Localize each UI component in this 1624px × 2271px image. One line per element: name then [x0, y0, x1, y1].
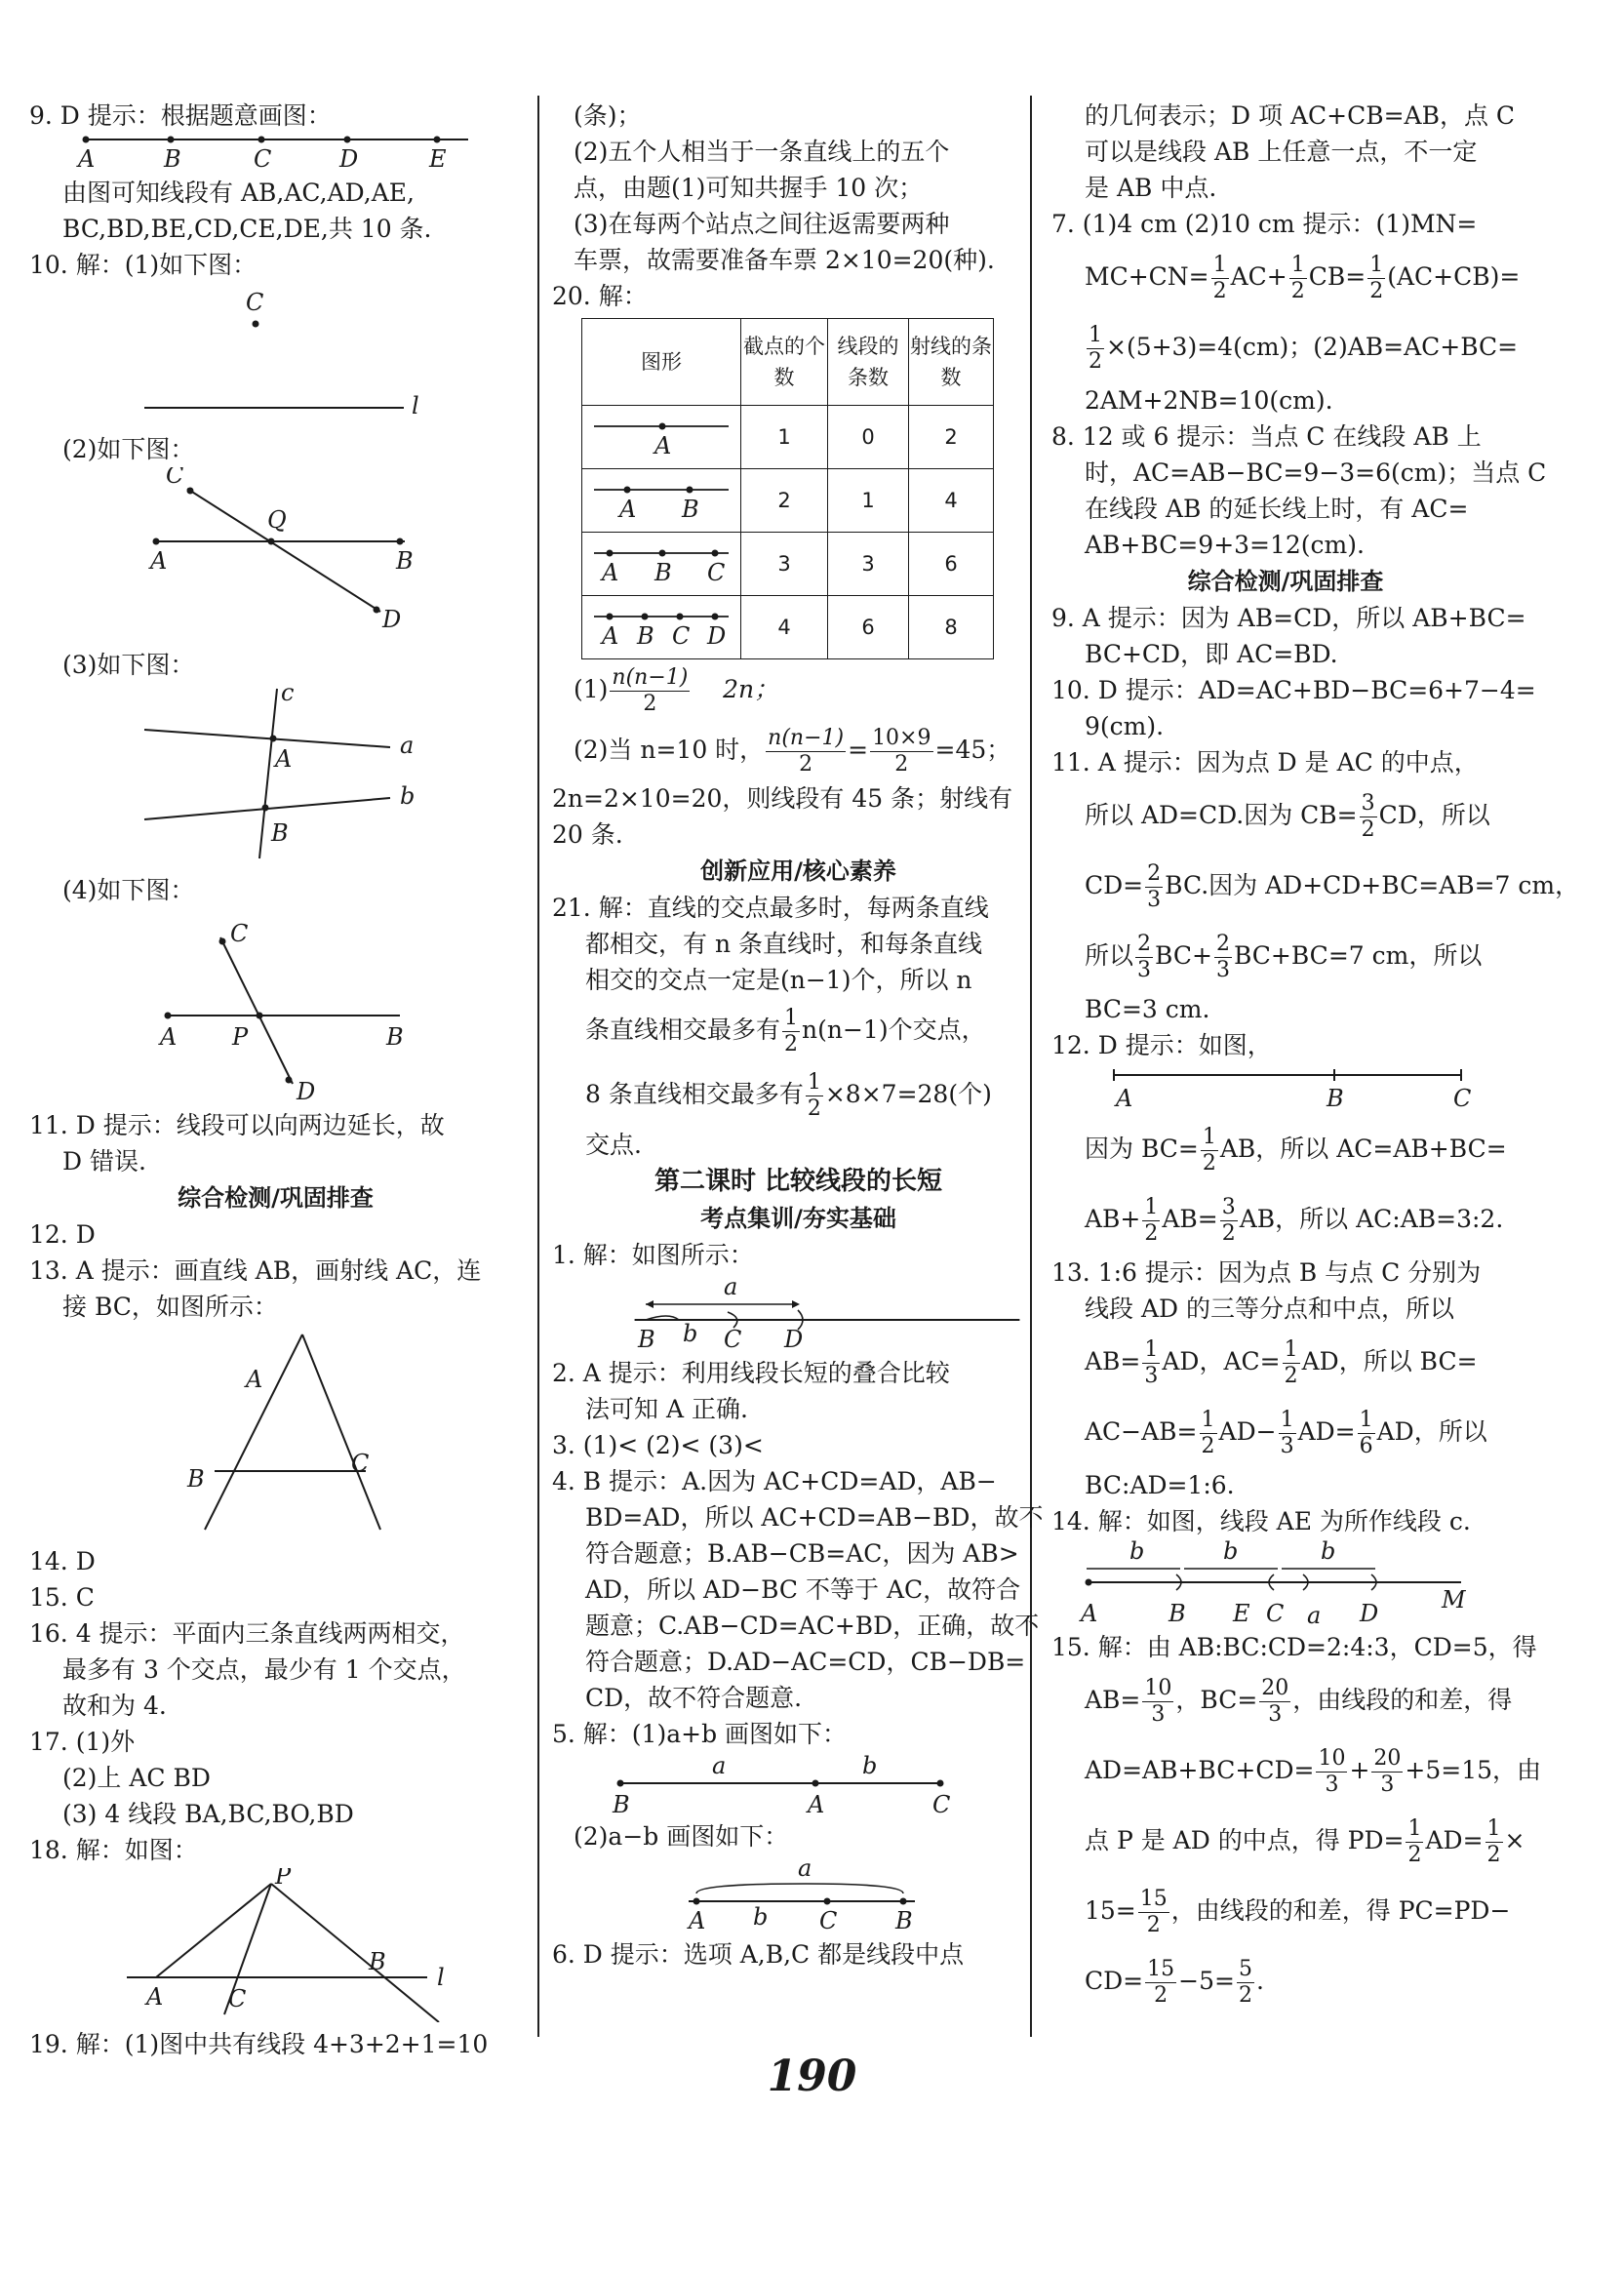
svg-text:a: a — [400, 732, 415, 759]
svg-text:B: B — [637, 621, 654, 650]
formula-line: 15= $\frac{15}{2}$ ，由线段的和差，得 PC=PD− — [1085, 1887, 1511, 1937]
text-line: CD，故不符合题意. — [585, 1684, 803, 1712]
fraction: $\frac{1}{2}$ — [1212, 253, 1227, 303]
fraction: $\frac{n(n-1)}{2}$ — [768, 726, 845, 777]
text-line: BC+CD，即 AC=BD. — [1085, 640, 1338, 668]
table-cell: 3 — [741, 533, 828, 596]
fraction: $\frac{15}{2}$ — [1147, 1957, 1175, 2008]
fraction: $\frac{1}{2}$ — [784, 1006, 799, 1056]
table-20 — [581, 318, 994, 659]
svg-text:A: A — [150, 547, 168, 575]
figure-18 — [29, 1868, 522, 2022]
fraction: $\frac{1}{2}$ — [1407, 1816, 1422, 1867]
formula-line: 条直线相交最多有 $\frac{1}{2}$ n(n−1)个交点， — [585, 1006, 986, 1056]
formula-line: $\frac{1}{2}$ ×(5+3)=4(cm)；(2)AB=AC+BC= — [1089, 323, 1519, 374]
answer-14: 14. D — [29, 1547, 96, 1575]
text-line: (3)在每两个站点之间往返需要两种 — [574, 210, 950, 238]
svg-text:B: B — [654, 558, 672, 586]
page-number: 190 — [767, 2052, 857, 2101]
figure-5-2 — [552, 1854, 1030, 1932]
text-line: 最多有 3 个交点，最少有 1 个交点， — [62, 1655, 466, 1684]
svg-text:B: B — [1168, 1600, 1186, 1625]
text-line: 9(cm). — [1085, 712, 1165, 740]
table-cell: 6 — [909, 533, 994, 596]
svg-text:B: B — [638, 1326, 655, 1351]
svg-text:A: A — [808, 1791, 825, 1814]
answer-21: 21. 解：直线的交点最多时，每两条直线 — [552, 894, 989, 922]
text-line: 线段 AD 的三等分点和中点，所以 — [1085, 1295, 1454, 1323]
text-line: 点，由题(1)可知共握手 10 次； — [574, 174, 924, 202]
answer-1: 1. 解：如图所示： — [552, 1241, 754, 1269]
svg-text:B: B — [164, 145, 181, 171]
answer-10b: 10. D 提示：AD=AC+BD−BC=6+7−4= — [1051, 676, 1536, 704]
svg-text:B: B — [682, 495, 699, 523]
answer-9b: 9. A 提示：因为 AB=CD，所以 AB+BC= — [1051, 604, 1526, 632]
fraction: $\frac{20}{3}$ — [1373, 1746, 1402, 1797]
svg-text:a: a — [724, 1273, 738, 1300]
table-cell: 4 — [741, 596, 828, 659]
answer-13b: 13. 1:6 提示：因为点 B 与点 C 分别为 — [1051, 1258, 1482, 1287]
table-cell: 0 — [828, 406, 909, 469]
text-line: (条)； — [574, 101, 642, 130]
svg-text:D: D — [382, 606, 402, 633]
fraction: $\frac{3}{2}$ — [1361, 791, 1375, 842]
svg-text:D: D — [297, 1078, 316, 1103]
answer-5: 5. 解：(1)a+b 画图如下： — [552, 1720, 848, 1748]
formula-line: 所以 AD=CD.因为 CB= $\frac{3}{2}$ CD，所以 — [1085, 791, 1490, 842]
answer-16: 16. 4 提示：平面内三条直线两两相交， — [29, 1619, 465, 1648]
formula-line: (2)当 n=10 时， $\frac{n(n-1)}{2}$ = $\frac{10\times 9}{2}$ =45； — [574, 726, 1011, 777]
svg-text:E: E — [1233, 1600, 1250, 1625]
text-line: (3) 4 线段 BA,BC,BO,BD — [62, 1800, 354, 1828]
svg-text:D: D — [339, 145, 359, 171]
answer-17: 17. (1)外 — [29, 1728, 136, 1756]
fraction: $\frac{1}{2}$ — [1089, 323, 1102, 374]
text-line: 时，AC=AB−BC=9−3=6(cm)；当点 C — [1085, 458, 1547, 487]
answer-10: 10. 解：(1)如下图： — [29, 251, 257, 279]
text-line: AB+BC=9+3=12(cm). — [1085, 531, 1365, 559]
svg-text:D: D — [1360, 1600, 1379, 1625]
text-line: (2)上 AC BD — [62, 1764, 211, 1792]
table-figure — [582, 469, 741, 533]
table-cell: 6 — [828, 596, 909, 659]
svg-text:C: C — [228, 1985, 247, 2012]
svg-text:a: a — [1307, 1602, 1322, 1625]
answer-12b: 12. D 提示：如图， — [1051, 1031, 1272, 1059]
svg-text:A: A — [246, 1366, 263, 1393]
svg-text:b: b — [1223, 1539, 1239, 1565]
section-heading: 创新应用/核心素养 — [700, 857, 896, 885]
figure-12 — [1051, 1063, 1520, 1110]
table-cell: 1 — [828, 469, 909, 533]
fraction: $\frac{3}{2}$ — [1221, 1195, 1236, 1246]
svg-text:A: A — [275, 745, 293, 773]
text-line: 题意；C.AB−CD=AC+BD，正确，故不 — [585, 1612, 1040, 1640]
formula-line: AB= $\frac{10}{3}$ ，BC= $\frac{20}{3}$ ，由线段的和差，得 — [1085, 1676, 1513, 1727]
fraction: $\frac{20}{3}$ — [1261, 1676, 1289, 1727]
text-line: 接 BC，如图所示： — [62, 1293, 278, 1321]
figure-5-1 — [552, 1752, 1030, 1814]
svg-text:b: b — [1321, 1539, 1336, 1565]
fraction: $\frac{1}{2}$ — [1369, 253, 1384, 303]
formula-line: 点 P 是 AD 的中点，得 PD= $\frac{1}{2}$ AD= $\frac{1}{2}$ × — [1085, 1816, 1525, 1867]
fraction: $\frac{1}{3}$ — [1144, 1337, 1159, 1388]
figure-10-3 — [29, 683, 522, 868]
svg-text:C: C — [1453, 1085, 1472, 1110]
table-cell: 3 — [828, 533, 909, 596]
fraction: $\frac{1}{6}$ — [1359, 1408, 1373, 1458]
text-line: 在线段 AB 的延长线上时，有 AC= — [1085, 495, 1469, 523]
text-line: (2)如下图： — [62, 435, 195, 463]
svg-text:E: E — [429, 145, 447, 171]
svg-text:a: a — [712, 1752, 727, 1779]
text-line: BC,BD,BE,CD,CE,DE,共 10 条. — [62, 215, 432, 243]
svg-text:B: B — [895, 1907, 913, 1932]
text-line: 符合题意；D.AD−AC=CD，CB−DB= — [585, 1648, 1026, 1676]
svg-text:l: l — [412, 392, 419, 419]
text-line: 都相交，有 n 条直线时，和每条直线 — [585, 930, 982, 958]
table-cell: 8 — [909, 596, 994, 659]
svg-text:B: B — [396, 547, 414, 575]
svg-text:C: C — [254, 145, 272, 171]
svg-text:C: C — [672, 621, 691, 650]
fraction: $\frac{10}{3}$ — [1318, 1746, 1346, 1797]
text-line: (4)如下图： — [62, 876, 195, 904]
svg-text:M: M — [1442, 1586, 1466, 1614]
table-header: 截点的个数 — [741, 319, 828, 406]
text-line: (2)a−b 画图如下： — [574, 1822, 789, 1851]
svg-text:b: b — [1129, 1539, 1145, 1565]
svg-text:D: D — [707, 621, 727, 650]
answer-19: 19. 解：(1)图中共有线段 4+3+2+1=10 — [29, 2030, 489, 2058]
answer-4: 4. B 提示：A.因为 AC+CD=AD，AB− — [552, 1467, 997, 1495]
svg-text:b: b — [862, 1752, 878, 1779]
text-line: BC=3 cm. — [1085, 995, 1210, 1023]
fraction: $\frac{1}{2}$ — [1201, 1408, 1215, 1458]
svg-text:B: B — [271, 819, 289, 847]
svg-text:C: C — [819, 1907, 838, 1932]
table-figure — [582, 596, 741, 659]
answer-8: 8. 12 或 6 提示：当点 C 在线段 AB 上 — [1051, 422, 1482, 451]
svg-text:A: A — [602, 621, 619, 650]
answer-11: 11. D 提示：线段可以向两边延长，故 — [29, 1111, 445, 1139]
figure-13 — [29, 1325, 522, 1539]
text-line: 故和为 4. — [62, 1692, 167, 1720]
answer-2: 2. A 提示：利用线段长短的叠合比较 — [552, 1359, 950, 1387]
fraction: $\frac{5}{2}$ — [1238, 1957, 1252, 2008]
formula-line: AB+ $\frac{1}{2}$ AB= $\frac{3}{2}$ AB，所以 AC:AB=3:2. — [1085, 1195, 1504, 1246]
answer-3: 3. (1)< (2)< (3)< — [552, 1431, 764, 1459]
svg-text:P: P — [232, 1023, 249, 1051]
svg-text:C: C — [707, 558, 726, 586]
answer-6: 6. D 提示：选项 A,B,C 都是线段中点 — [552, 1940, 965, 1969]
answer-20: 20. 解： — [552, 282, 648, 310]
svg-text:B: B — [1327, 1085, 1344, 1110]
fraction: $\frac{15}{2}$ — [1139, 1887, 1168, 1937]
svg-text:C: C — [351, 1450, 370, 1477]
answer-9: 9. D 提示：根据题意画图： — [29, 101, 332, 130]
svg-text:Q: Q — [267, 506, 287, 534]
text-line: (3)如下图： — [62, 651, 195, 679]
text-line: 法可知 A 正确. — [585, 1395, 748, 1423]
svg-text:A: A — [78, 145, 96, 171]
fraction: $\frac{10}{3}$ — [1144, 1676, 1172, 1727]
formula-line: (1) $\frac{n(n-1)}{2}$ 2n； — [574, 665, 779, 716]
svg-text:B: B — [386, 1023, 404, 1051]
formula-line: MC+CN= $\frac{1}{2}$ AC+ $\frac{1}{2}$ CB= $\frac{1}{2}$ (AC+CB)= — [1085, 253, 1521, 303]
text-line: 的几何表示；D 项 AC+CB=AB，点 C — [1085, 101, 1516, 130]
table-header: 图形 — [582, 319, 741, 406]
formula-line: 8 条直线相交最多有 $\frac{1}{2}$ ×8×7=28(个) — [585, 1070, 992, 1121]
table-cell: 1 — [741, 406, 828, 469]
fraction: $\frac{1}{2}$ — [1144, 1195, 1159, 1246]
svg-text:b: b — [683, 1320, 698, 1347]
text-line: 车票，故需要准备车票 2×10=20(种). — [574, 246, 995, 274]
formula-line: AB= $\frac{1}{3}$ AD，AC= $\frac{1}{2}$ AD，所以 BC= — [1085, 1337, 1478, 1388]
text-line: 相交的交点一定是(n−1)个，所以 n — [585, 966, 972, 994]
table-header: 射线的条数 — [909, 319, 994, 406]
figure-10-4 — [29, 908, 522, 1103]
text-line: 符合题意；B.AB−CB=AC，因为 AB> — [585, 1539, 1019, 1568]
svg-text:C: C — [724, 1326, 742, 1351]
column-middle — [552, 98, 1045, 1972]
answer-14b: 14. 解：如图，线段 AE 为所作线段 c. — [1051, 1507, 1471, 1535]
lesson-title: 第二课时 比较线段的长短 — [654, 1167, 943, 1196]
svg-text:A: A — [619, 495, 637, 523]
svg-text:B: B — [613, 1791, 630, 1814]
answer-13: 13. A 提示：画直线 AB，画射线 AC，连 — [29, 1256, 482, 1285]
svg-text:b: b — [400, 782, 416, 810]
formula-line: 所以 $\frac{2}{3}$ BC+ $\frac{2}{3}$ BC+BC=7 cm，所以 — [1085, 932, 1483, 982]
text-line: (2)五个人相当于一条直线上的五个 — [574, 138, 950, 166]
svg-text:A: A — [1116, 1085, 1133, 1110]
fraction: $\frac{2}{3}$ — [1147, 861, 1162, 912]
svg-text:C: C — [1266, 1600, 1285, 1625]
fraction: $\frac{10\times 9}{2}$ — [872, 726, 931, 777]
answer-15b: 15. 解：由 AB:BC:CD=2:4:3，CD=5，得 — [1051, 1633, 1537, 1661]
text-line: 交点. — [585, 1131, 642, 1159]
section-heading: 综合检测/巩固排查 — [1187, 568, 1384, 595]
svg-text:B: B — [369, 1948, 386, 1975]
figure-14 — [1051, 1539, 1520, 1625]
svg-text:A: A — [146, 1983, 164, 2011]
formula-line: AD=AB+BC+CD= $\frac{10}{3}$ + $\frac{20}{3}$ +5=15，由 — [1085, 1746, 1542, 1797]
svg-text:C: C — [246, 289, 264, 316]
table-header: 线段的条数 — [828, 319, 909, 406]
column-right — [1051, 98, 1580, 2016]
svg-text:C: C — [166, 467, 184, 489]
svg-text:D: D — [784, 1326, 804, 1351]
figure-1 — [552, 1273, 1030, 1351]
answer-15: 15. C — [29, 1583, 95, 1612]
text-line: BC:AD=1:6. — [1085, 1471, 1235, 1499]
svg-text:A: A — [654, 431, 672, 459]
figure-9 — [29, 134, 522, 171]
text-line: D 错误. — [62, 1147, 146, 1175]
table-figure — [582, 533, 741, 596]
svg-text:B: B — [187, 1465, 205, 1493]
fraction: $\frac{n(n-1)}{2}$ — [612, 665, 689, 716]
text-line: AD，所以 AD−BC 不等于 AC，故符合 — [585, 1575, 1021, 1604]
svg-text:C: C — [230, 920, 249, 947]
answer-7: 7. (1)4 cm (2)10 cm 提示：(1)MN= — [1051, 210, 1478, 238]
text-line: 是 AB 中点. — [1085, 174, 1217, 202]
section-heading: 考点集训/夯实基础 — [700, 1205, 896, 1232]
text-line: 20 条. — [552, 820, 623, 849]
fraction: $\frac{2}{3}$ — [1137, 932, 1152, 982]
column-left — [29, 98, 522, 2062]
svg-text:A: A — [1081, 1600, 1098, 1625]
svg-text:A: A — [160, 1023, 178, 1051]
text-line: BD=AD，所以 AC+CD=AB−BD，故不 — [585, 1503, 1044, 1532]
svg-text:a: a — [798, 1854, 812, 1882]
fraction: $\frac{1}{2}$ — [1290, 253, 1305, 303]
fraction: $\frac{1}{2}$ — [1202, 1125, 1216, 1175]
formula-line: CD= $\frac{2}{3}$ BC.因为 AD+CD+BC=AB=7 cm， — [1085, 861, 1580, 912]
table-figure — [582, 406, 741, 469]
fraction: $\frac{2}{3}$ — [1215, 932, 1230, 982]
answer-18: 18. 解：如图： — [29, 1836, 198, 1864]
fraction: $\frac{1}{2}$ — [1284, 1337, 1298, 1388]
svg-text:C: C — [932, 1791, 951, 1814]
formula-line: CD= $\frac{15}{2}$ −5= $\frac{5}{2}$ . — [1085, 1957, 1264, 2008]
svg-text:P: P — [275, 1868, 292, 1890]
figure-10-2 — [29, 467, 522, 643]
text-line: 2n=2×10=20，则线段有 45 条；射线有 — [552, 784, 1013, 813]
section-heading: 综合检测/巩固排查 — [178, 1184, 374, 1212]
formula-line: AC−AB= $\frac{1}{2}$ AD− $\frac{1}{3}$ AD= $\frac{1}{6}$ AD，所以 — [1085, 1408, 1487, 1458]
text-line: 由图可知线段有 AB,AC,AD,AE, — [62, 179, 415, 207]
fraction: $\frac{1}{2}$ — [1486, 1816, 1501, 1867]
text-line: 可以是线段 AB 上任意一点，不一定 — [1085, 138, 1478, 166]
text-line: 2AM+2NB=10(cm). — [1085, 386, 1333, 415]
column-divider — [537, 96, 539, 2037]
fraction: $\frac{1}{2}$ — [807, 1070, 821, 1121]
table-cell: 4 — [909, 469, 994, 533]
table-cell: 2 — [741, 469, 828, 533]
svg-text:A: A — [602, 558, 619, 586]
formula-line: 因为 BC= $\frac{1}{2}$ AB，所以 AC=AB+BC= — [1085, 1125, 1507, 1175]
svg-text:l: l — [437, 1964, 445, 1991]
figure-10-1 — [29, 283, 522, 427]
svg-text:c: c — [281, 683, 295, 706]
fraction: $\frac{1}{3}$ — [1280, 1408, 1294, 1458]
answer-11b: 11. A 提示：因为点 D 是 AC 的中点， — [1051, 748, 1479, 777]
answer-12: 12. D — [29, 1220, 96, 1249]
svg-text:A: A — [689, 1907, 706, 1932]
table-cell: 2 — [909, 406, 994, 469]
svg-text:b: b — [753, 1903, 769, 1931]
